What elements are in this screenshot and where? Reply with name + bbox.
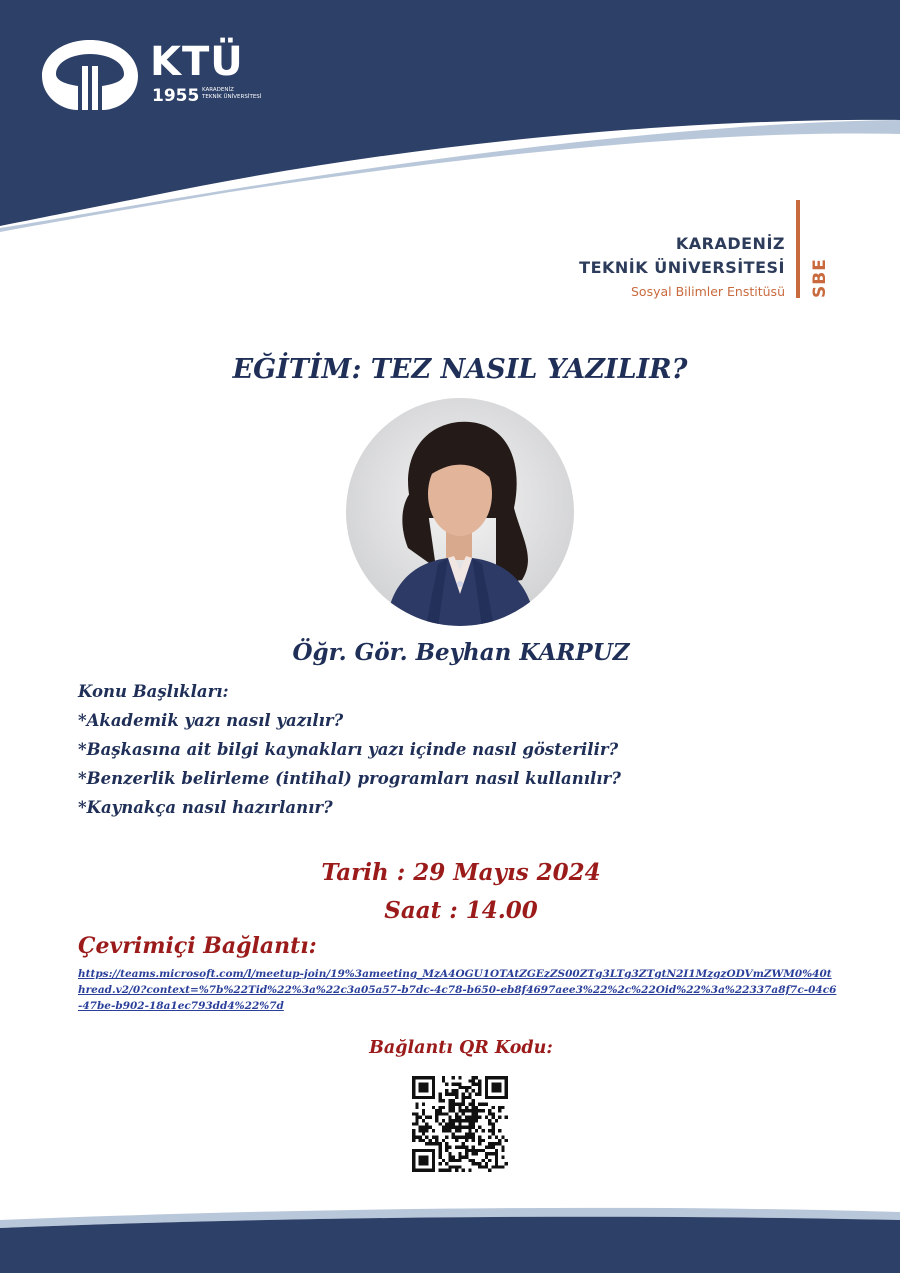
sbe-abbreviation: SBE — [810, 258, 830, 298]
topic-item: *Kaynakça nasıl hazırlanır? — [78, 798, 333, 817]
qr-code-icon[interactable] — [412, 1076, 508, 1172]
logo-line1: KARADENİZ — [202, 87, 234, 93]
footer-band — [0, 1190, 900, 1273]
online-connection-heading: Çevrimiçi Bağlantı: — [78, 933, 317, 959]
institute-line2: TEKNİK ÜNİVERSİTESİ — [579, 258, 785, 277]
topic-item: *Benzerlik belirleme (intihal) programları nasıl kullanılır? — [78, 769, 621, 788]
ktu-emblem-icon — [38, 36, 142, 112]
sbe-divider — [796, 200, 800, 298]
teams-meeting-link[interactable]: https://teams.microsoft.com/l/meetup-join/19%3ameeting_MzA4OGU1OTAtZGEzZS00ZTg3LTg3ZTgtN2I1MzgzODVmZWM0%40thread.v2/0?context=%7b%22Tid%22%3a%22c3a05a57-b7dc-4c78-b650-eb8f4697aee3%22%2c%22Oid%22%3a%22337a8f7c-04c6-47be-b902-18a1ec793dd4%22%7d — [78, 968, 837, 1012]
logo-line2: TEKNİK ÜNİVERSİTESİ — [202, 94, 262, 100]
topics-heading: Konu Başlıkları: — [78, 682, 229, 701]
qr-code-label: Bağlantı QR Kodu: — [369, 1038, 553, 1058]
logo-brand-text: KTÜ — [150, 39, 244, 85]
institute-block — [540, 232, 785, 304]
topic-item: *Başkasına ait bilgi kaynakları yazı içinde nasıl gösterilir? — [78, 740, 619, 759]
topic-item: *Akademik yazı nasıl yazılır? — [78, 711, 344, 730]
event-title: EĞİTİM: TEZ NASIL YAZILIR? — [232, 354, 688, 385]
institute-line1: KARADENİZ — [675, 234, 785, 253]
topics-list — [78, 677, 878, 822]
logo-year: 1955 — [152, 86, 200, 106]
speaker-name: Öğr. Gör. Beyhan KARPUZ — [292, 639, 630, 666]
ktu-logo — [38, 36, 278, 116]
logo-university-text — [202, 87, 292, 101]
institute-line3: Sosyal Bilimler Enstitüsü — [630, 284, 785, 299]
event-date: Tarih : 29 Mayıs 2024 — [321, 859, 601, 886]
event-time: Saat : 14.00 — [384, 897, 538, 924]
speaker-portrait-icon — [346, 398, 574, 626]
speaker-photo — [346, 398, 574, 626]
